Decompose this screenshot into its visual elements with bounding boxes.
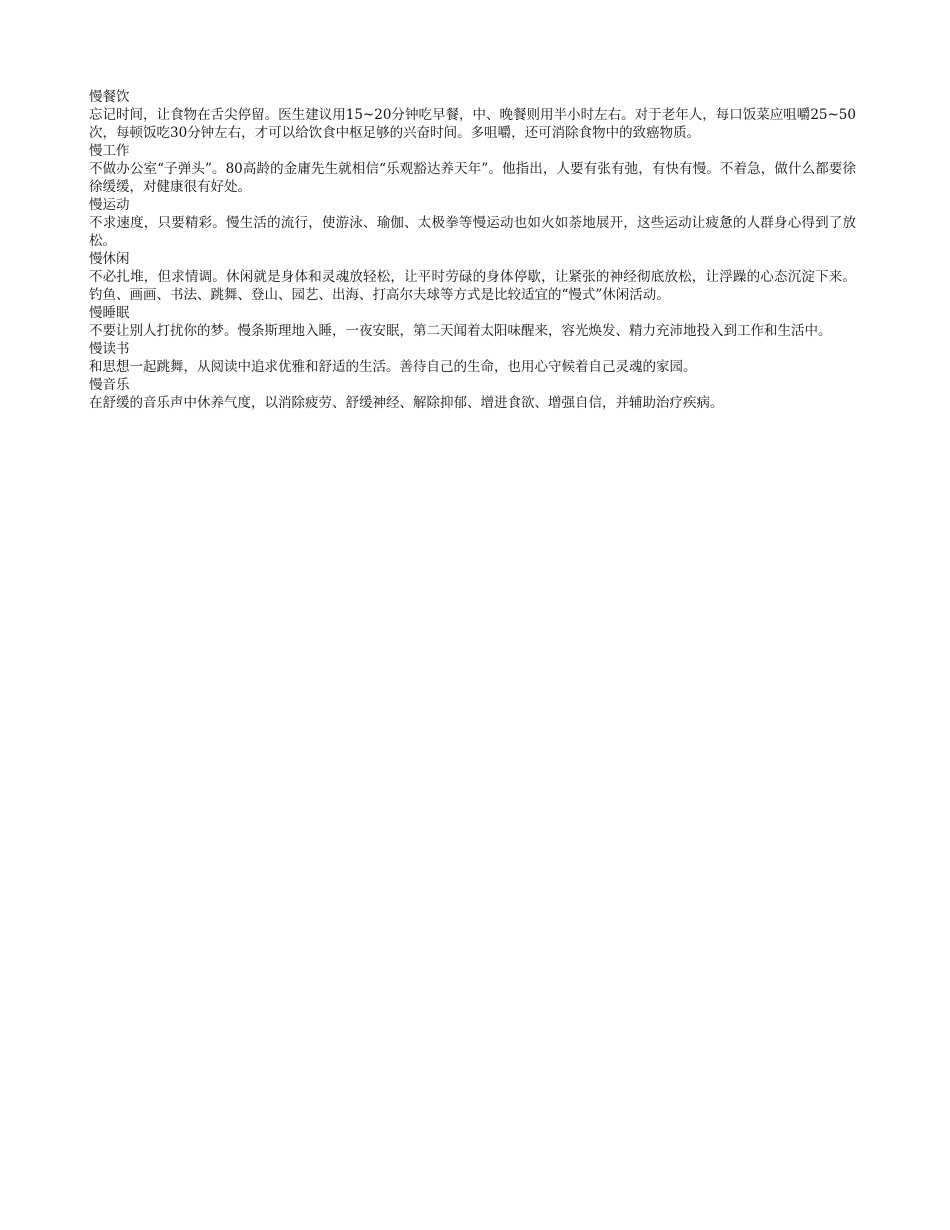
section-slow-reading — [89, 340, 856, 376]
section-paragraph: 不求速度，只要精彩。慢生活的流行，使游泳、瑜伽、太极拳等慢运动也如火如荼地展开，这些运动让疲惫的人群身心得到了放松。 — [89, 215, 856, 249]
section-title: 慢工作 — [89, 143, 130, 159]
section-paragraph: 忘记时间，让食物在舌尖停留。医生建议用15~20分钟吃早餐，中、晚餐则用半小时左右。对于老年人，每口饭菜应咀嚼25~50次，每顿饭吃30分钟左右，才可以给饮食中枢足够的兴奋时间。多咀嚼，还可消除食物中的致癌物质。 — [89, 107, 856, 141]
section-slow-work — [89, 142, 856, 196]
section-slow-sleep — [89, 304, 856, 340]
section-title: 慢读书 — [89, 341, 130, 357]
section-slow-exercise — [89, 196, 856, 250]
section-slow-music — [89, 376, 856, 412]
section-paragraph: 不做办公室“子弹头”。80高龄的金庸先生就相信“乐观豁达养天年”。他指出，人要有张有弛，有快有慢。不着急，做什么都要徐徐缓缓，对健康很有好处。 — [89, 161, 856, 195]
section-paragraph: 和思想一起跳舞，从阅读中追求优雅和舒适的生活。善待自己的生命，也用心守候着自己灵魂的家园。 — [89, 359, 697, 375]
section-title: 慢音乐 — [89, 377, 130, 393]
section-title: 慢休闲 — [89, 251, 130, 267]
section-paragraph: 在舒缓的音乐声中休养气度，以消除疲劳、舒缓神经、解除抑郁、增进食欲、增强自信，并辅助治疗疾病。 — [89, 395, 724, 411]
section-slow-leisure — [89, 250, 856, 304]
section-paragraph: 不必扎堆，但求情调。休闲就是身体和灵魂放轻松，让平时劳碌的身体停歇，让紧张的神经彻底放松，让浮躁的心态沉淀下来。钓鱼、画画、书法、跳舞、登山、园艺、出海、打高尔夫球等方式是比较适宜的“慢式”休闲活动。 — [89, 269, 856, 303]
section-title: 慢运动 — [89, 197, 130, 213]
section-title: 慢睡眠 — [89, 305, 130, 321]
document-body — [89, 88, 856, 412]
section-slow-eating — [89, 88, 856, 142]
section-title: 慢餐饮 — [89, 89, 130, 105]
section-paragraph: 不要让别人打扰你的梦。慢条斯理地入睡，一夜安眠，第二天闻着太阳味醒来，容光焕发、精力充沛地投入到工作和生活中。 — [89, 323, 832, 339]
